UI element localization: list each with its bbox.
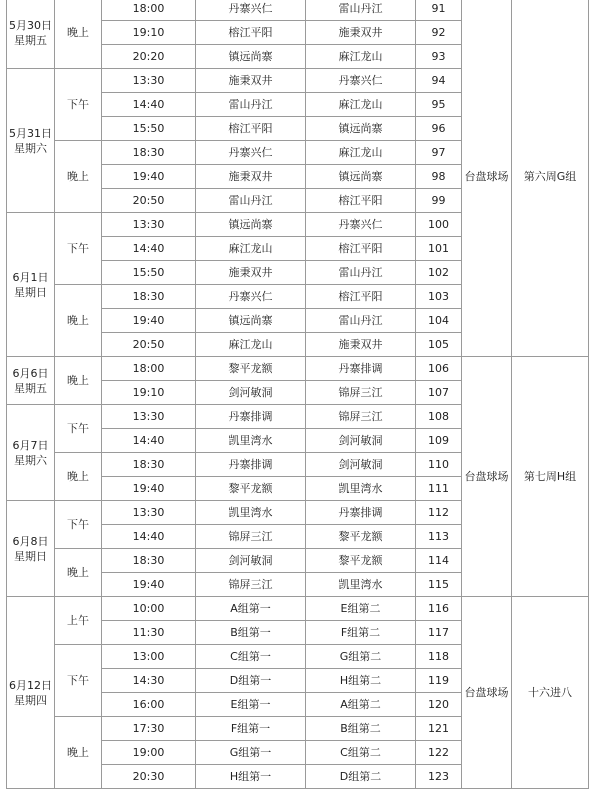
away-team-cell: F组第二	[306, 621, 416, 645]
home-team-cell: E组第一	[196, 693, 306, 717]
match-number-cell: 110	[416, 453, 462, 477]
away-team-cell: 丹寨排调	[306, 357, 416, 381]
date-label: 6月1日	[12, 270, 49, 284]
time-cell: 20:50	[102, 333, 196, 357]
time-cell: 14:30	[102, 669, 196, 693]
away-team-cell: 麻江龙山	[306, 93, 416, 117]
away-team-cell: 榕江平阳	[306, 237, 416, 261]
home-team-cell: 榕江平阳	[196, 117, 306, 141]
away-team-cell: 镇远尚寨	[306, 117, 416, 141]
time-cell: 13:30	[102, 69, 196, 93]
time-cell: 18:00	[102, 357, 196, 381]
date-label: 6月12日	[9, 678, 52, 692]
away-team-cell: 丹寨兴仁	[306, 69, 416, 93]
away-team-cell: A组第二	[306, 693, 416, 717]
date-cell	[7, 213, 55, 357]
away-team-cell: 黎平龙额	[306, 525, 416, 549]
match-number-cell: 118	[416, 645, 462, 669]
away-team-cell: D组第二	[306, 765, 416, 789]
match-number-cell: 115	[416, 573, 462, 597]
time-cell: 13:00	[102, 645, 196, 669]
home-team-cell: 丹寨排调	[196, 405, 306, 429]
time-cell: 19:40	[102, 309, 196, 333]
home-team-cell: 麻江龙山	[196, 237, 306, 261]
weekday-label: 星期四	[14, 693, 47, 707]
away-team-cell: 雷山丹江	[306, 309, 416, 333]
home-team-cell: F组第一	[196, 717, 306, 741]
match-number-cell: 94	[416, 69, 462, 93]
time-cell: 19:40	[102, 165, 196, 189]
match-number-cell: 93	[416, 45, 462, 69]
away-team-cell: 锦屏三江	[306, 381, 416, 405]
away-team-cell: 麻江龙山	[306, 45, 416, 69]
away-team-cell: G组第二	[306, 645, 416, 669]
date-cell	[7, 597, 55, 789]
time-cell: 20:30	[102, 765, 196, 789]
time-cell: 20:20	[102, 45, 196, 69]
home-team-cell: 丹寨排调	[196, 453, 306, 477]
away-team-cell: 凯里湾水	[306, 573, 416, 597]
period-cell: 下午	[55, 69, 102, 141]
period-cell: 下午	[55, 501, 102, 549]
home-team-cell: 施秉双井	[196, 165, 306, 189]
match-number-cell: 104	[416, 309, 462, 333]
away-team-cell: 雷山丹江	[306, 0, 416, 21]
time-cell: 18:30	[102, 549, 196, 573]
match-number-cell: 114	[416, 549, 462, 573]
weekday-label: 星期六	[14, 453, 47, 467]
date-cell	[7, 357, 55, 405]
match-number-cell: 103	[416, 285, 462, 309]
match-number-cell: 92	[416, 21, 462, 45]
match-number-cell: 113	[416, 525, 462, 549]
home-team-cell: 凯里湾水	[196, 429, 306, 453]
time-cell: 18:30	[102, 453, 196, 477]
match-number-cell: 120	[416, 693, 462, 717]
weekday-label: 星期五	[14, 33, 47, 47]
match-row	[7, 0, 589, 21]
venue-cell: 台盘球场	[462, 597, 512, 789]
match-row	[7, 357, 589, 381]
time-cell: 19:10	[102, 381, 196, 405]
match-number-cell: 112	[416, 501, 462, 525]
home-team-cell: 施秉双井	[196, 69, 306, 93]
match-number-cell: 107	[416, 381, 462, 405]
home-team-cell: 丹寨兴仁	[196, 285, 306, 309]
date-cell	[7, 0, 55, 69]
away-team-cell: 雷山丹江	[306, 261, 416, 285]
period-cell: 下午	[55, 405, 102, 453]
match-number-cell: 99	[416, 189, 462, 213]
period-cell: 上午	[55, 597, 102, 645]
time-cell: 14:40	[102, 237, 196, 261]
match-row	[7, 597, 589, 621]
period-cell: 晚上	[55, 0, 102, 69]
home-team-cell: D组第一	[196, 669, 306, 693]
match-number-cell: 123	[416, 765, 462, 789]
match-number-cell: 116	[416, 597, 462, 621]
date-label: 6月8日	[12, 534, 49, 548]
away-team-cell: 黎平龙额	[306, 549, 416, 573]
away-team-cell: 丹寨兴仁	[306, 213, 416, 237]
match-number-cell: 106	[416, 357, 462, 381]
period-cell: 晚上	[55, 717, 102, 789]
home-team-cell: 剑河敏洞	[196, 549, 306, 573]
away-team-cell: B组第二	[306, 717, 416, 741]
time-cell: 14:40	[102, 525, 196, 549]
time-cell: 20:50	[102, 189, 196, 213]
match-number-cell: 91	[416, 0, 462, 21]
time-cell: 13:30	[102, 213, 196, 237]
time-cell: 14:40	[102, 429, 196, 453]
date-label: 6月6日	[12, 366, 49, 380]
away-team-cell: 凯里湾水	[306, 477, 416, 501]
home-team-cell: B组第一	[196, 621, 306, 645]
match-number-cell: 100	[416, 213, 462, 237]
weekday-label: 星期日	[14, 549, 47, 563]
match-number-cell: 98	[416, 165, 462, 189]
home-team-cell: 锦屏三江	[196, 525, 306, 549]
match-number-cell: 111	[416, 477, 462, 501]
period-cell: 晚上	[55, 549, 102, 597]
match-number-cell: 101	[416, 237, 462, 261]
home-team-cell: 施秉双井	[196, 261, 306, 285]
time-cell: 17:30	[102, 717, 196, 741]
away-team-cell: 剑河敏洞	[306, 429, 416, 453]
home-team-cell: A组第一	[196, 597, 306, 621]
home-team-cell: C组第一	[196, 645, 306, 669]
time-cell: 19:40	[102, 477, 196, 501]
away-team-cell: 锦屏三江	[306, 405, 416, 429]
date-cell	[7, 501, 55, 597]
home-team-cell: 雷山丹江	[196, 189, 306, 213]
home-team-cell: 雷山丹江	[196, 93, 306, 117]
date-cell	[7, 69, 55, 213]
time-cell: 15:50	[102, 117, 196, 141]
home-team-cell: 丹寨兴仁	[196, 141, 306, 165]
home-team-cell: 剑河敏洞	[196, 381, 306, 405]
schedule-table	[6, 0, 589, 789]
away-team-cell: 麻江龙山	[306, 141, 416, 165]
away-team-cell: E组第二	[306, 597, 416, 621]
away-team-cell: H组第二	[306, 669, 416, 693]
period-cell: 晚上	[55, 285, 102, 357]
time-cell: 18:30	[102, 285, 196, 309]
time-cell: 14:40	[102, 93, 196, 117]
time-cell: 19:00	[102, 741, 196, 765]
home-team-cell: 镇远尚寨	[196, 309, 306, 333]
home-team-cell: 榕江平阳	[196, 21, 306, 45]
time-cell: 19:40	[102, 573, 196, 597]
away-team-cell: 丹寨排调	[306, 501, 416, 525]
time-cell: 18:30	[102, 141, 196, 165]
time-cell: 15:50	[102, 261, 196, 285]
weekday-label: 星期日	[14, 285, 47, 299]
date-label: 6月7日	[12, 438, 49, 452]
period-cell: 下午	[55, 213, 102, 285]
time-cell: 16:00	[102, 693, 196, 717]
home-team-cell: 麻江龙山	[196, 333, 306, 357]
home-team-cell: 镇远尚寨	[196, 213, 306, 237]
period-cell: 下午	[55, 645, 102, 717]
match-number-cell: 109	[416, 429, 462, 453]
period-cell: 晚上	[55, 141, 102, 213]
round-cell: 十六进八	[512, 597, 589, 789]
match-number-cell: 102	[416, 261, 462, 285]
home-team-cell: 凯里湾水	[196, 501, 306, 525]
away-team-cell: 施秉双井	[306, 333, 416, 357]
match-number-cell: 108	[416, 405, 462, 429]
period-cell: 晚上	[55, 453, 102, 501]
home-team-cell: 镇远尚寨	[196, 45, 306, 69]
date-label: 5月30日	[9, 18, 52, 32]
home-team-cell: G组第一	[196, 741, 306, 765]
home-team-cell: 丹寨兴仁	[196, 0, 306, 21]
time-cell: 19:10	[102, 21, 196, 45]
away-team-cell: 镇远尚寨	[306, 165, 416, 189]
home-team-cell: H组第一	[196, 765, 306, 789]
match-number-cell: 97	[416, 141, 462, 165]
away-team-cell: 榕江平阳	[306, 285, 416, 309]
weekday-label: 星期五	[14, 381, 47, 395]
round-cell: 第七周H组	[512, 357, 589, 597]
away-team-cell: C组第二	[306, 741, 416, 765]
match-number-cell: 121	[416, 717, 462, 741]
away-team-cell: 施秉双井	[306, 21, 416, 45]
time-cell: 10:00	[102, 597, 196, 621]
home-team-cell: 锦屏三江	[196, 573, 306, 597]
venue-cell: 台盘球场	[462, 357, 512, 597]
match-number-cell: 96	[416, 117, 462, 141]
match-number-cell: 122	[416, 741, 462, 765]
match-number-cell: 105	[416, 333, 462, 357]
match-number-cell: 117	[416, 621, 462, 645]
home-team-cell: 黎平龙额	[196, 477, 306, 501]
home-team-cell: 黎平龙额	[196, 357, 306, 381]
match-number-cell: 119	[416, 669, 462, 693]
date-cell	[7, 405, 55, 501]
match-number-cell: 95	[416, 93, 462, 117]
time-cell: 11:30	[102, 621, 196, 645]
date-label: 5月31日	[9, 126, 52, 140]
away-team-cell: 剑河敏洞	[306, 453, 416, 477]
venue-cell: 台盘球场	[462, 0, 512, 357]
round-cell: 第六周G组	[512, 0, 589, 357]
time-cell: 13:30	[102, 405, 196, 429]
period-cell: 晚上	[55, 357, 102, 405]
away-team-cell: 榕江平阳	[306, 189, 416, 213]
time-cell: 13:30	[102, 501, 196, 525]
time-cell: 18:00	[102, 0, 196, 21]
weekday-label: 星期六	[14, 141, 47, 155]
